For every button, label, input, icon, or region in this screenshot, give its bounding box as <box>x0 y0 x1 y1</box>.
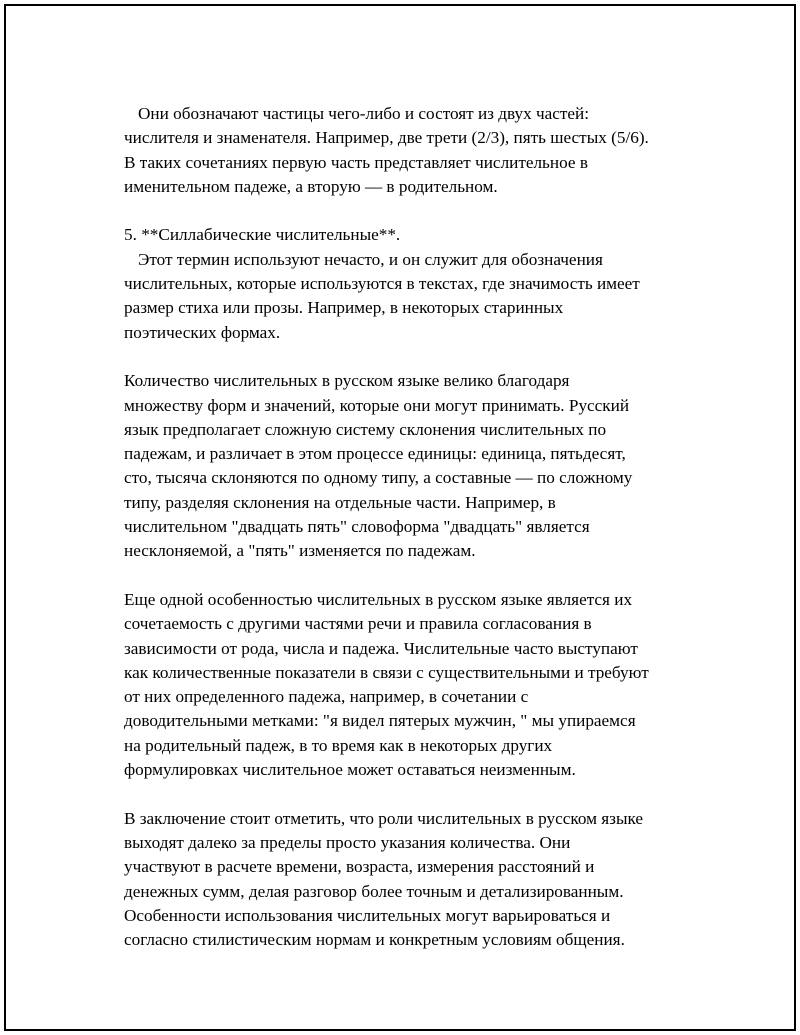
paragraph-numeral-agreement <box>124 588 694 782</box>
text-line: числителя и знаменателя. Например, две трети (2/3), пять шестых (5/6). <box>124 128 649 148</box>
text-line: Особенности использования числительных могут варьироваться и <box>124 905 611 925</box>
list-item-heading: 5. **Силлабические числительные**. <box>124 225 401 245</box>
text-line: сочетаемость с другими частями речи и правила согласования в <box>124 614 592 634</box>
text-line: на родительный падеж, в то время как в некоторых других <box>124 735 553 755</box>
text-line: размер стиха или прозы. Например, в некоторых старинных <box>124 298 564 318</box>
text-line: Этот термин используют нечасто, и он служит для обозначения <box>138 249 603 269</box>
text-line: В таких сочетаниях первую часть представляет числительное в <box>124 152 588 172</box>
text-line: Они обозначают частицы чего-либо и состоят из двух частей: <box>138 104 590 123</box>
text-line: выходят далеко за пределы просто указания количества. Они <box>124 832 571 852</box>
page-frame <box>4 4 796 1031</box>
text-line: от них определенного падежа, например, в сочетании с <box>124 687 529 707</box>
text-line: множеству форм и значений, которые они могут принимать. Русский <box>124 395 630 415</box>
paragraph-numeral-declension <box>124 369 694 563</box>
text-line: числительном "двадцать пять" словоформа "двадцать" является <box>124 517 590 537</box>
text-line: именительном падеже, а вторую — в родительном. <box>124 176 498 196</box>
text-line: участвуют в расчете времени, возраста, измерения расстояний и <box>124 857 595 877</box>
text-line: денежных сумм, делая разговор более точным и детализированным. <box>124 881 624 901</box>
document-body <box>124 102 694 977</box>
text-line: числительных, которые используются в текстах, где значимость имеет <box>124 274 640 294</box>
text-line: В заключение стоит отметить, что роли числительных в русском языке <box>124 808 644 828</box>
text-line: поэтических формах. <box>124 322 281 342</box>
text-line: доводительными метками: "я видел пятерых мужчин, " мы упираемся <box>124 711 636 731</box>
text-line: формулировках числительное может оставаться неизменным. <box>124 760 576 780</box>
text-line: язык предполагает сложную систему склонения числительных по <box>124 419 607 439</box>
paragraph-fractional-numerals <box>124 102 694 199</box>
text-line: как количественные показатели в связи с существительными и требуют <box>124 662 649 682</box>
text-line: падежам, и различает в этом процессе единицы: единица, пятьдесят, <box>124 444 626 464</box>
paragraph-conclusion <box>124 807 694 953</box>
paragraph-syllabic-numerals <box>124 223 694 344</box>
text-line: согласно стилистическим нормам и конкретным условиям общения. <box>124 930 625 950</box>
text-line: типу, разделяя склонения на отдельные части. Например, в <box>124 492 556 512</box>
text-line: несклоняемой, а "пять" изменяется по падежам. <box>124 541 476 561</box>
text-line: Количество числительных в русском языке велико благодаря <box>124 371 570 391</box>
text-line: сто, тысяча склоняются по одному типу, а составные — по сложному <box>124 468 633 488</box>
text-line: Еще одной особенностью числительных в русском языке является их <box>124 589 633 609</box>
text-line: зависимости от рода, числа и падежа. Числительные часто выступают <box>124 638 638 658</box>
